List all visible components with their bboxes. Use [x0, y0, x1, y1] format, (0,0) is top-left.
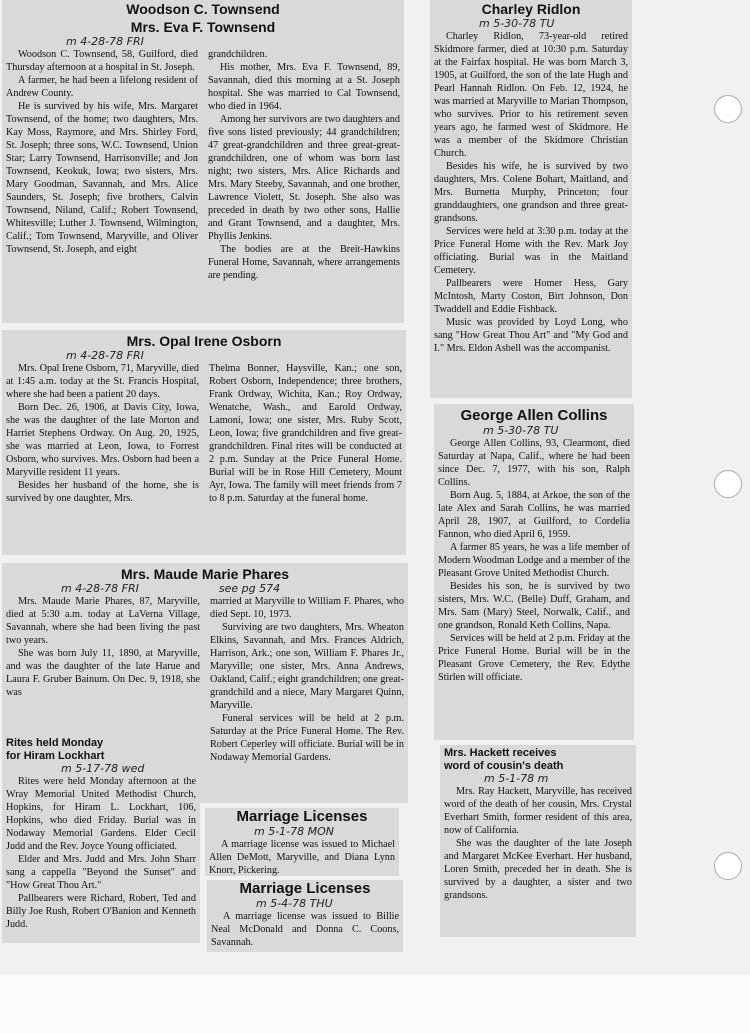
phares-handwritten-reference: see pg 574	[218, 582, 281, 595]
townsend-title: Woodson C. Townsend	[126, 1, 280, 17]
paragraph: His mother, Mrs. Eva F. Townsend, 89, Savannah, died this morning at a St. Joseph hospital. She was married to Cal Townsend, who died in 1964.	[208, 62, 400, 112]
paragraph: Charley Ridlon, 73-year-old retired Skidmore farmer, died at 10:30 p.m. Saturday at the Fairfax hospital. He was born March 3, 1905, at Guilford, the son of the late Hugh and Pearl Hannah Ridlon. On Feb. 12, 1924, he was married at Maryville to Marian Thompson, who survives. Prior to his retirement seven years ago, he farmed west of Skidmore. He was a member of the Skidmore Christian Church.	[434, 31, 628, 159]
paragraph: Elder and Mrs. Judd and Mrs. John Sharr sang a cappella "Beyond the Sunset" and "How Great Thou Art."	[6, 854, 196, 891]
lockhart-clipping	[2, 735, 200, 943]
paragraph: Besides her husband of the home, she is survived by one daughter, Mrs.	[6, 480, 199, 504]
paragraph: A marriage license was issued to Michael Allen DeMott, Maryville, and Diana Lynn Knorr, Pickering.	[209, 839, 395, 876]
osborn-title: Mrs. Opal Irene Osborn	[126, 333, 282, 349]
hackett-clipping	[440, 745, 636, 937]
phares-title: Mrs. Maude Marie Phares	[120, 566, 290, 582]
paragraph: Mrs. Ray Hackett, Maryville, has received word of the death of her cousin, Mrs. Crystal Everhart Smith, former resident of this area, now of California.	[444, 786, 632, 836]
marriage-license-title: Marriage Licenses	[236, 808, 368, 825]
paragraph: Mrs. Maude Marie Phares, 87, Maryville, died at 5:30 a.m. today at LaVerna Village, Savannah, where she had been living the past two years.	[6, 596, 200, 646]
ridlon-handwritten-date: m 5-30-78 TU	[479, 17, 555, 30]
townsend-clipping	[2, 0, 404, 323]
marriage-license-clipping-2	[207, 880, 403, 952]
paragraph: Funeral services will be held at 2 p.m. Saturday at the Price Funeral Home. The Rev. Robert Ceperley will officiate. Burial will be in Nodaway Memorial Gardens.	[210, 713, 404, 763]
lockhart-title-line2: for Hiram Lockhart	[6, 750, 105, 762]
paragraph: Besides his wife, he is survived by two daughters, Mrs. Colene Bohart, Maitland, and Mrs. Burnetta Murphy, Princeton; four granddaughters, one grandson and three great-grandsons.	[434, 161, 628, 224]
osborn-clipping	[2, 330, 406, 555]
ridlon-clipping	[430, 0, 632, 398]
paragraph: Born Dec. 26, 1906, at Davis City, Iowa, she was the daughter of the late Morton and Harriet Stephens Ordway. On Aug. 20, 1925, she was married at Leon, Iowa, to Forrest Osborn, who survives. Mrs. Osborn had been a Maryville resident 11 years.	[6, 402, 199, 478]
paragraph: Mrs. Opal Irene Osborn, 71, Maryville, died at 1:45 a.m. today at the St. Francis Hospital, where she had been a patient 20 days.	[6, 363, 199, 400]
eva-townsend-subtitle: Mrs. Eva F. Townsend	[130, 19, 276, 35]
paragraph: Services will be held at 2 p.m. Friday at the Price Funeral Home. Burial will be in the Pleasant Grove Cemetery, the Rev. Edythe Stirlen will officiate.	[438, 633, 630, 683]
collins-clipping	[434, 404, 634, 740]
ridlon-title: Charley Ridlon	[481, 1, 581, 17]
paragraph: Besides his son, he is survived by two sisters, Mrs. W.C. (Belle) Duff, Graham, and Mrs. Sam (Mary) Steel, Norwalk, Calif., and one grandson, Ronald Keth Collins, Napa.	[438, 581, 630, 631]
license1-handwritten-date: m 5-1-78 MON	[254, 825, 335, 838]
lockhart-handwritten-date: m 5-17-78 wed	[61, 762, 145, 775]
hackett-title-line1: Mrs. Hackett receives	[444, 747, 557, 759]
phares-handwritten-date: m 4-28-78 FRI	[61, 582, 139, 595]
paragraph: Thelma Bonner, Haysville, Kan.; one son, Robert Osborn, Independence; three brothers, Frank Ordway, Wichita, Kan.; Roy Ordway, Wenatche, Wash., and Earold Ordway, Lamoni, Iowa; one sister, Mrs. Ruby Scott, Leon, Iowa; five grandchildren and five great-grandchildren. Final rites will be conducted at 2 p.m. Sunday at the Price Funeral Home. Burial will be in Rose Hill Cemetery, Mount Ayr, Iowa. The family will meet friends from 7 to 8 p.m. Saturday at the funeral home.	[209, 363, 402, 504]
paragraph: Woodson C. Townsend, 58, Guilford, died Thursday afternoon at a hospital in St. Joseph.	[6, 49, 198, 73]
osborn-handwritten-date: m 4-28-78 FRI	[66, 349, 144, 362]
paragraph: A farmer 85 years, he was a life member of Modern Woodman Lodge and a member of the Pleasant Grove United Methodist Church.	[438, 542, 630, 579]
paragraph: George Allen Collins, 93, Clearmont, died Saturday at Napa, Calif., where he had been since Dec. 7, 1977, with his son, Ralph Collins.	[438, 438, 630, 488]
hackett-handwritten-date: m 5-1-78 m	[484, 772, 549, 785]
hackett-title-line2: word of cousin's death	[444, 760, 564, 772]
paragraph: She was born July 11, 1890, at Maryville, and was the daughter of the late Harue and Laura F. Gruber Bainum. On Dec. 9, 1918, she was	[6, 648, 200, 698]
paragraph: Rites were held Monday afternoon at the Wray Memorial United Methodist Church, Hopkins, for Hiram L. Lockhart, 106, Hopkins, who died Friday. Burial was in Nodaway Memorial Gardens. Elder Cecil Judd and the Rev. Joyce Young officiated.	[6, 776, 196, 852]
paragraph: Among her survivors are two daughters and five sons listed previously; 44 grandchildren; 47 great-grandchildren and three great-great-grandchildren, one of whom was born last night; two sisters, Mrs. Alice Richards and Mrs. Mary Steeby, Savannah, and one brother, Lawrence Violett, St. Joseph. She also was preceded in death by two other sons, Hallie and Grant Townsend, and a daughter, Mrs. Phyllis Jenkins.	[208, 114, 400, 242]
paragraph: Services were held at 3:30 p.m. today at the Price Funeral Home with the Rev. Mark Joy officiating. Burial was in the Maitland Cemetery.	[434, 226, 628, 276]
paragraph: The bodies are at the Breit-Hawkins Funeral Home, Savannah, where arrangements are pending.	[208, 244, 400, 281]
townsend-handwritten-date: m 4-28-78 FRI	[66, 35, 144, 48]
page-bottom-margin	[0, 975, 750, 1033]
collins-handwritten-date: m 5-30-78 TU	[483, 424, 559, 437]
paragraph: Born Aug. 5, 1884, at Arkoe, the son of the late Alex and Sarah Collins, he was married April 28, 1907, at Guilford, to Cordelia Fannon, who died April 6, 1959.	[438, 490, 630, 540]
paragraph: A marriage license was issued to Billie Neal McDonald and Donna C. Coons, Savannah.	[211, 911, 399, 948]
marriage-license-title: Marriage Licenses	[239, 880, 371, 897]
marriage-license-clipping-1	[205, 808, 399, 876]
punch-hole	[714, 852, 742, 880]
paragraph: Pallbearers were Homer Hess, Gary McIntosh, Marty Coston, Birt Johnson, Don Twaddell and Eddie Fishback.	[434, 278, 628, 315]
paragraph: He is survived by his wife, Mrs. Margaret Townsend, of the home; two daughters, Mrs. Kay Moss, Raymore, and Mrs. Shirley Ford, St. Joseph; three sons, W.C. Townsend, Union Star; Larry Townsend, Harrisonville; and Jon Townsend, Keokuk, Iowa; two sisters, Mrs. Mary Goodman, Savannah, and Mrs. Alice Saunders, St. Joseph; five brothers, Calvin Townsend, Niland, Calif.; Robert Townsend, Whitesville; Luther J. Townsend, Wilmington, Calif.; Tom Townsend, Maryville, and Oliver Townsend, St. Joseph, and eight	[6, 101, 198, 255]
paragraph: She was the daughter of the late Joseph and Margaret McKee Everhart. Her husband, Loren Smith, preceded her in death. She is survived by a daughter, a sister and two grandsons.	[444, 838, 632, 901]
punch-hole	[714, 470, 742, 498]
paragraph: grandchildren.	[208, 49, 268, 60]
paragraph: Surviving are two daughters, Mrs. Wheaton Elkins, Savannah, and Mrs. Frances Aldrich, Harrison, Ark.; one son, William F. Phares Jr., Maryville; one sister, Mrs. Anna Andrews, Oakland, Calif.; eight grandchildren; one great-grandchild and a niece, Mary Margaret Quinn, Maryville.	[210, 622, 404, 711]
paragraph: Pallbearers were Richard, Robert, Ted and Billy Joe Rush, Robert O'Banion and Kenneth Judd.	[6, 893, 196, 930]
paragraph: Music was provided by Loyd Long, who sang "How Great Thou Art" and "My God and I." Mrs. Eldon Asbell was the accompanist.	[434, 317, 628, 354]
punch-hole	[714, 95, 742, 123]
lockhart-title-line1: Rites held Monday	[6, 737, 104, 749]
paragraph: A farmer, he had been a lifelong resident of Andrew County.	[6, 75, 198, 99]
paragraph: married at Maryville to William F. Phares, who died Sept. 10, 1973.	[210, 596, 404, 620]
license2-handwritten-date: m 5-4-78 THU	[256, 897, 333, 910]
collins-title: George Allen Collins	[460, 407, 608, 424]
